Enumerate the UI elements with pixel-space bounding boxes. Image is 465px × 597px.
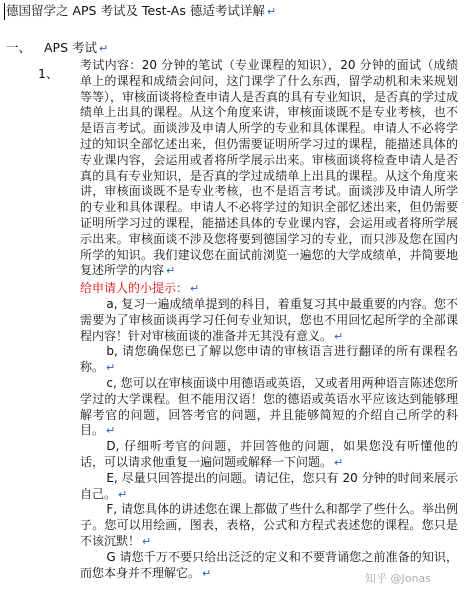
section-heading <box>6 40 108 57</box>
exam-content-text: 考试内容：20 分钟的笔试（专业课程的知识），20 分钟的面试（成绩单上的课程和成绩会问问，这门课学了什么东西，留学动机和未来规划等等），审核面谈将检查申请人是否真的具有专业知识，是否真的学过成绩单上出具的课程。从这个角度来讲，审核面谈既不是专业考核，也不是语言考试。面谈涉及申请人所学的专业和具体课程。申请人不必将学过的知识全部忆述出来，但仍需要证明所学习过的课程，能描述具体的专业课内容，会运用或者将所学展示出来。审核面谈将检查申请人是否真的具有专业知识，是否真的学过成绩单上出具的课程。从这个角度来讲，审核面谈既不是专业考核，也不是语言考试。面谈涉及申请人所学的专业和具体课程。申请人不必将学过的知识全部忆述出来，但仍需要证明所学习过的课程，能描述具体的专业课内容，会运用或者将所学展示出来。审核面谈不涉及您将要到德国学习的专业，而只涉及您在国内所学的知识。我们建议您在面试前浏览一遍您的大学成绩单，并简要地复述所学的内容 <box>80 58 459 278</box>
tip-text: c, 您可以在审核面谈中用德语或英语，又或者用两种语言陈述您所学过的大学课程。但不能用汉语！您的德语或英语水平应该达到能够理解考官的问题，回答考官的问题，并且能够简短的介绍自己所学的科目。 <box>80 375 458 438</box>
tips-heading <box>80 281 458 297</box>
tip-text: b, 请您确保您已了解以您申请的审核语言进行翻译的所有课程名称。 <box>80 344 458 375</box>
watermark: 知乎 @Jonas <box>365 572 431 585</box>
return-mark: ↵ <box>106 361 116 375</box>
return-mark: ↵ <box>106 424 116 438</box>
tip-text: G 请您千万不要只给出泛泛的定义和不要背诵您之前准备的知识，而您本身并不理解它。 <box>80 549 458 580</box>
section-number: 一、 <box>6 40 32 55</box>
return-mark: ↵ <box>99 42 109 55</box>
tip-item-c <box>80 376 458 439</box>
return-mark: ↵ <box>142 534 152 548</box>
return-mark: ↵ <box>118 487 128 501</box>
document-title <box>4 3 276 20</box>
document-body <box>80 58 458 581</box>
tip-item-f <box>80 502 458 549</box>
tip-item-e <box>80 471 458 503</box>
item-number: 1、 <box>38 66 59 81</box>
tip-item-a <box>80 297 458 344</box>
tip-item-d <box>80 439 458 471</box>
return-mark: ↵ <box>266 5 277 18</box>
document-title-text: 德国留学之 APS 考试及 Test-As 德适考试详解 <box>6 3 265 18</box>
section-label: APS 考试 <box>44 40 97 55</box>
tip-text: a, 复习一遍成绩单提到的科目，着重复习其中最重要的内容。您不需要为了审核面谈再学习任何专业知识，您也不用回忆起所学的全部课程内容！针对审核面谈的准备并无其没有意义。 <box>80 296 458 343</box>
exam-content-paragraph <box>80 58 458 279</box>
return-mark: ↵ <box>190 282 200 296</box>
tips-heading-text: 给申请人的小提示： <box>80 281 189 296</box>
tip-text: F, 请您具体的讲述您在课上都做了些什么和都学了些什么。举出例子。您可以用绘画，图表，表格，公式和方程式表述您的课程。您只是不该沉默！ <box>80 502 458 548</box>
tip-item-b <box>80 344 458 376</box>
return-mark: ↵ <box>202 566 212 580</box>
tip-text: D, 仔细听考官的问题，并回答他的问题，如果您没有听懂他的话，可以请求他重复一遍问题或解释一下问题。 <box>80 439 458 469</box>
return-mark: ↵ <box>334 329 344 343</box>
return-mark: ↵ <box>334 455 344 469</box>
tip-text: E, 尽量只回答提出的问题。请记住，您只有 20 分钟的时间来展示自己。 <box>80 470 458 501</box>
return-mark: ↵ <box>166 264 176 278</box>
